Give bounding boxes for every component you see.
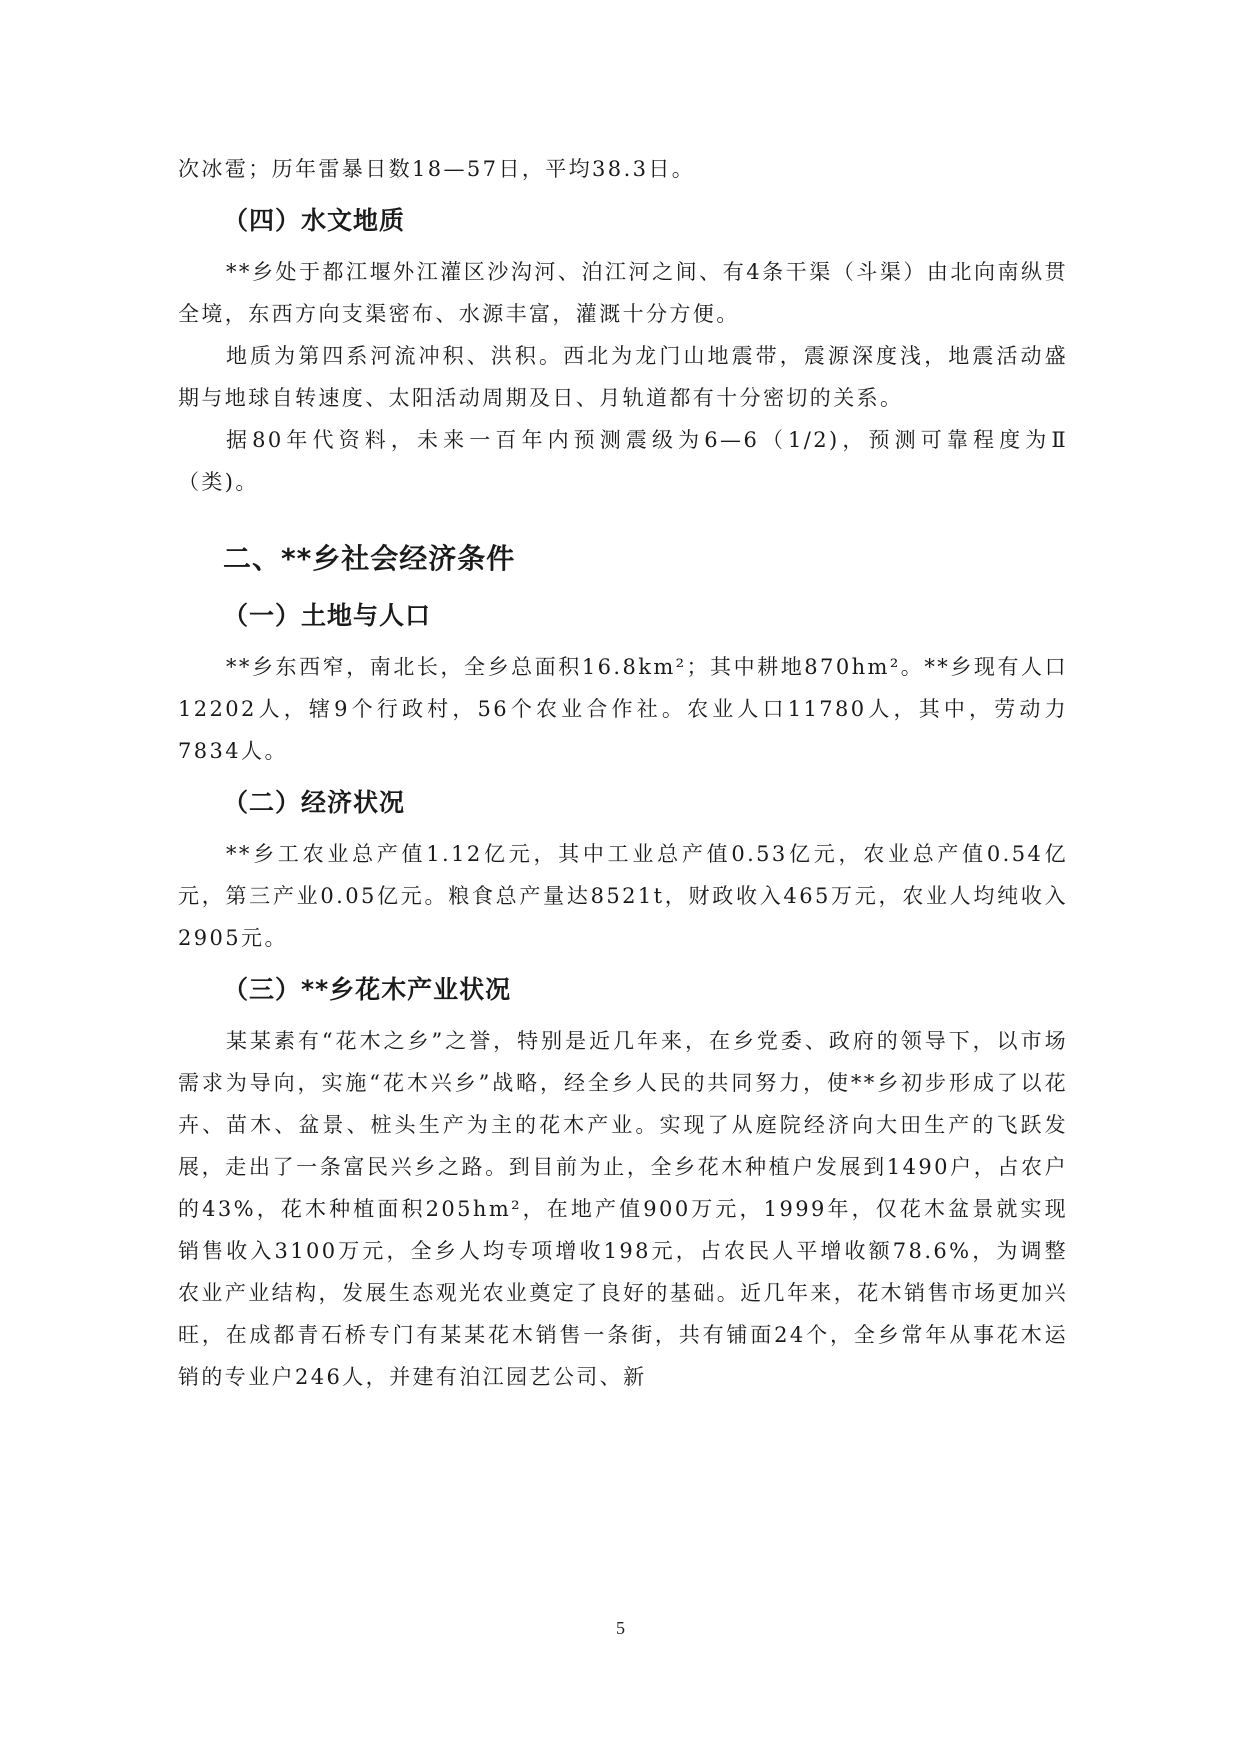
heading-socioeconomic-conditions: 二、**乡社会经济条件 (223, 542, 516, 575)
paragraph-geology: 地质为第四系河流冲积、洪积。西北为龙门山地震带，震源深度浅，地震活动盛期与地球自转速度、太阳活动周期及日、月轨道都有十分密切的关系。 (178, 344, 1068, 410)
paragraph-continuation: 次冰雹；历年雷暴日数18—57日，平均38.3日。 (178, 157, 696, 181)
heading-economy: （二）经济状况 (223, 788, 406, 817)
heading-flower-industry: （三）**乡花木产业状况 (223, 975, 512, 1004)
heading-hydrogeology: （四）水文地质 (223, 206, 406, 235)
paragraph-land-population: **乡东西窄，南北长，全乡总面积16.8km²；其中耕地870hm²。**乡现有人口12202人，辖9个行政村，56个农业合作社。农业人口11780人，其中，劳动力7834人。 (178, 655, 1068, 763)
paragraph-hydrology: **乡处于都江堰外江灌区沙沟河、泊江河之间、有4条干渠（斗渠）由北向南纵贯全境，东西方向支渠密布、水源丰富，灌溉十分方便。 (178, 260, 1068, 326)
paragraph-flower-industry: 某某素有“花木之乡”之誉，特别是近几年来，在乡党委、政府的领导下，以市场需求为导向，实施“花木兴乡”战略，经全乡人民的共同努力，使**乡初步形成了以花卉、苗木、盆景、桩头生产为主的花木产业。实现了从庭院经济向大田生产的飞跃发展，走出了一条富民兴乡之路。到目前为止，全乡花木种植户发展到1490户，占农户的43%，花木种植面积205hm²，在地产值900万元，1999年，仅花木盆景就实现销售收入3100万元，全乡人均专项增收198元，占农民人平增收额78.6%，为调整农业产业结构，发展生态观光农业奠定了良好的基础。近几年来，花木销售市场更加兴旺，在成都青石桥专门有某某花木销售一条街，共有铺面24个，全乡常年从事花木运销的专业户246人，并建有泊江园艺公司、新 (178, 1029, 1068, 1389)
paragraph-economy: **乡工农业总产值1.12亿元，其中工业总产值0.53亿元，农业总产值0.54亿元，第三产业0.05亿元。粮食总产量达8521t，财政收入465万元，农业人均纯收入2905元。 (178, 842, 1068, 950)
page-content (178, 148, 1068, 1398)
paragraph-earthquake-forecast: 据80年代资料，未来一百年内预测震级为6—6（1/2)，预测可靠程度为Ⅱ（类)。 (178, 428, 1068, 494)
page-number: 5 (616, 1618, 625, 1638)
heading-land-population: （一）土地与人口 (223, 601, 432, 630)
